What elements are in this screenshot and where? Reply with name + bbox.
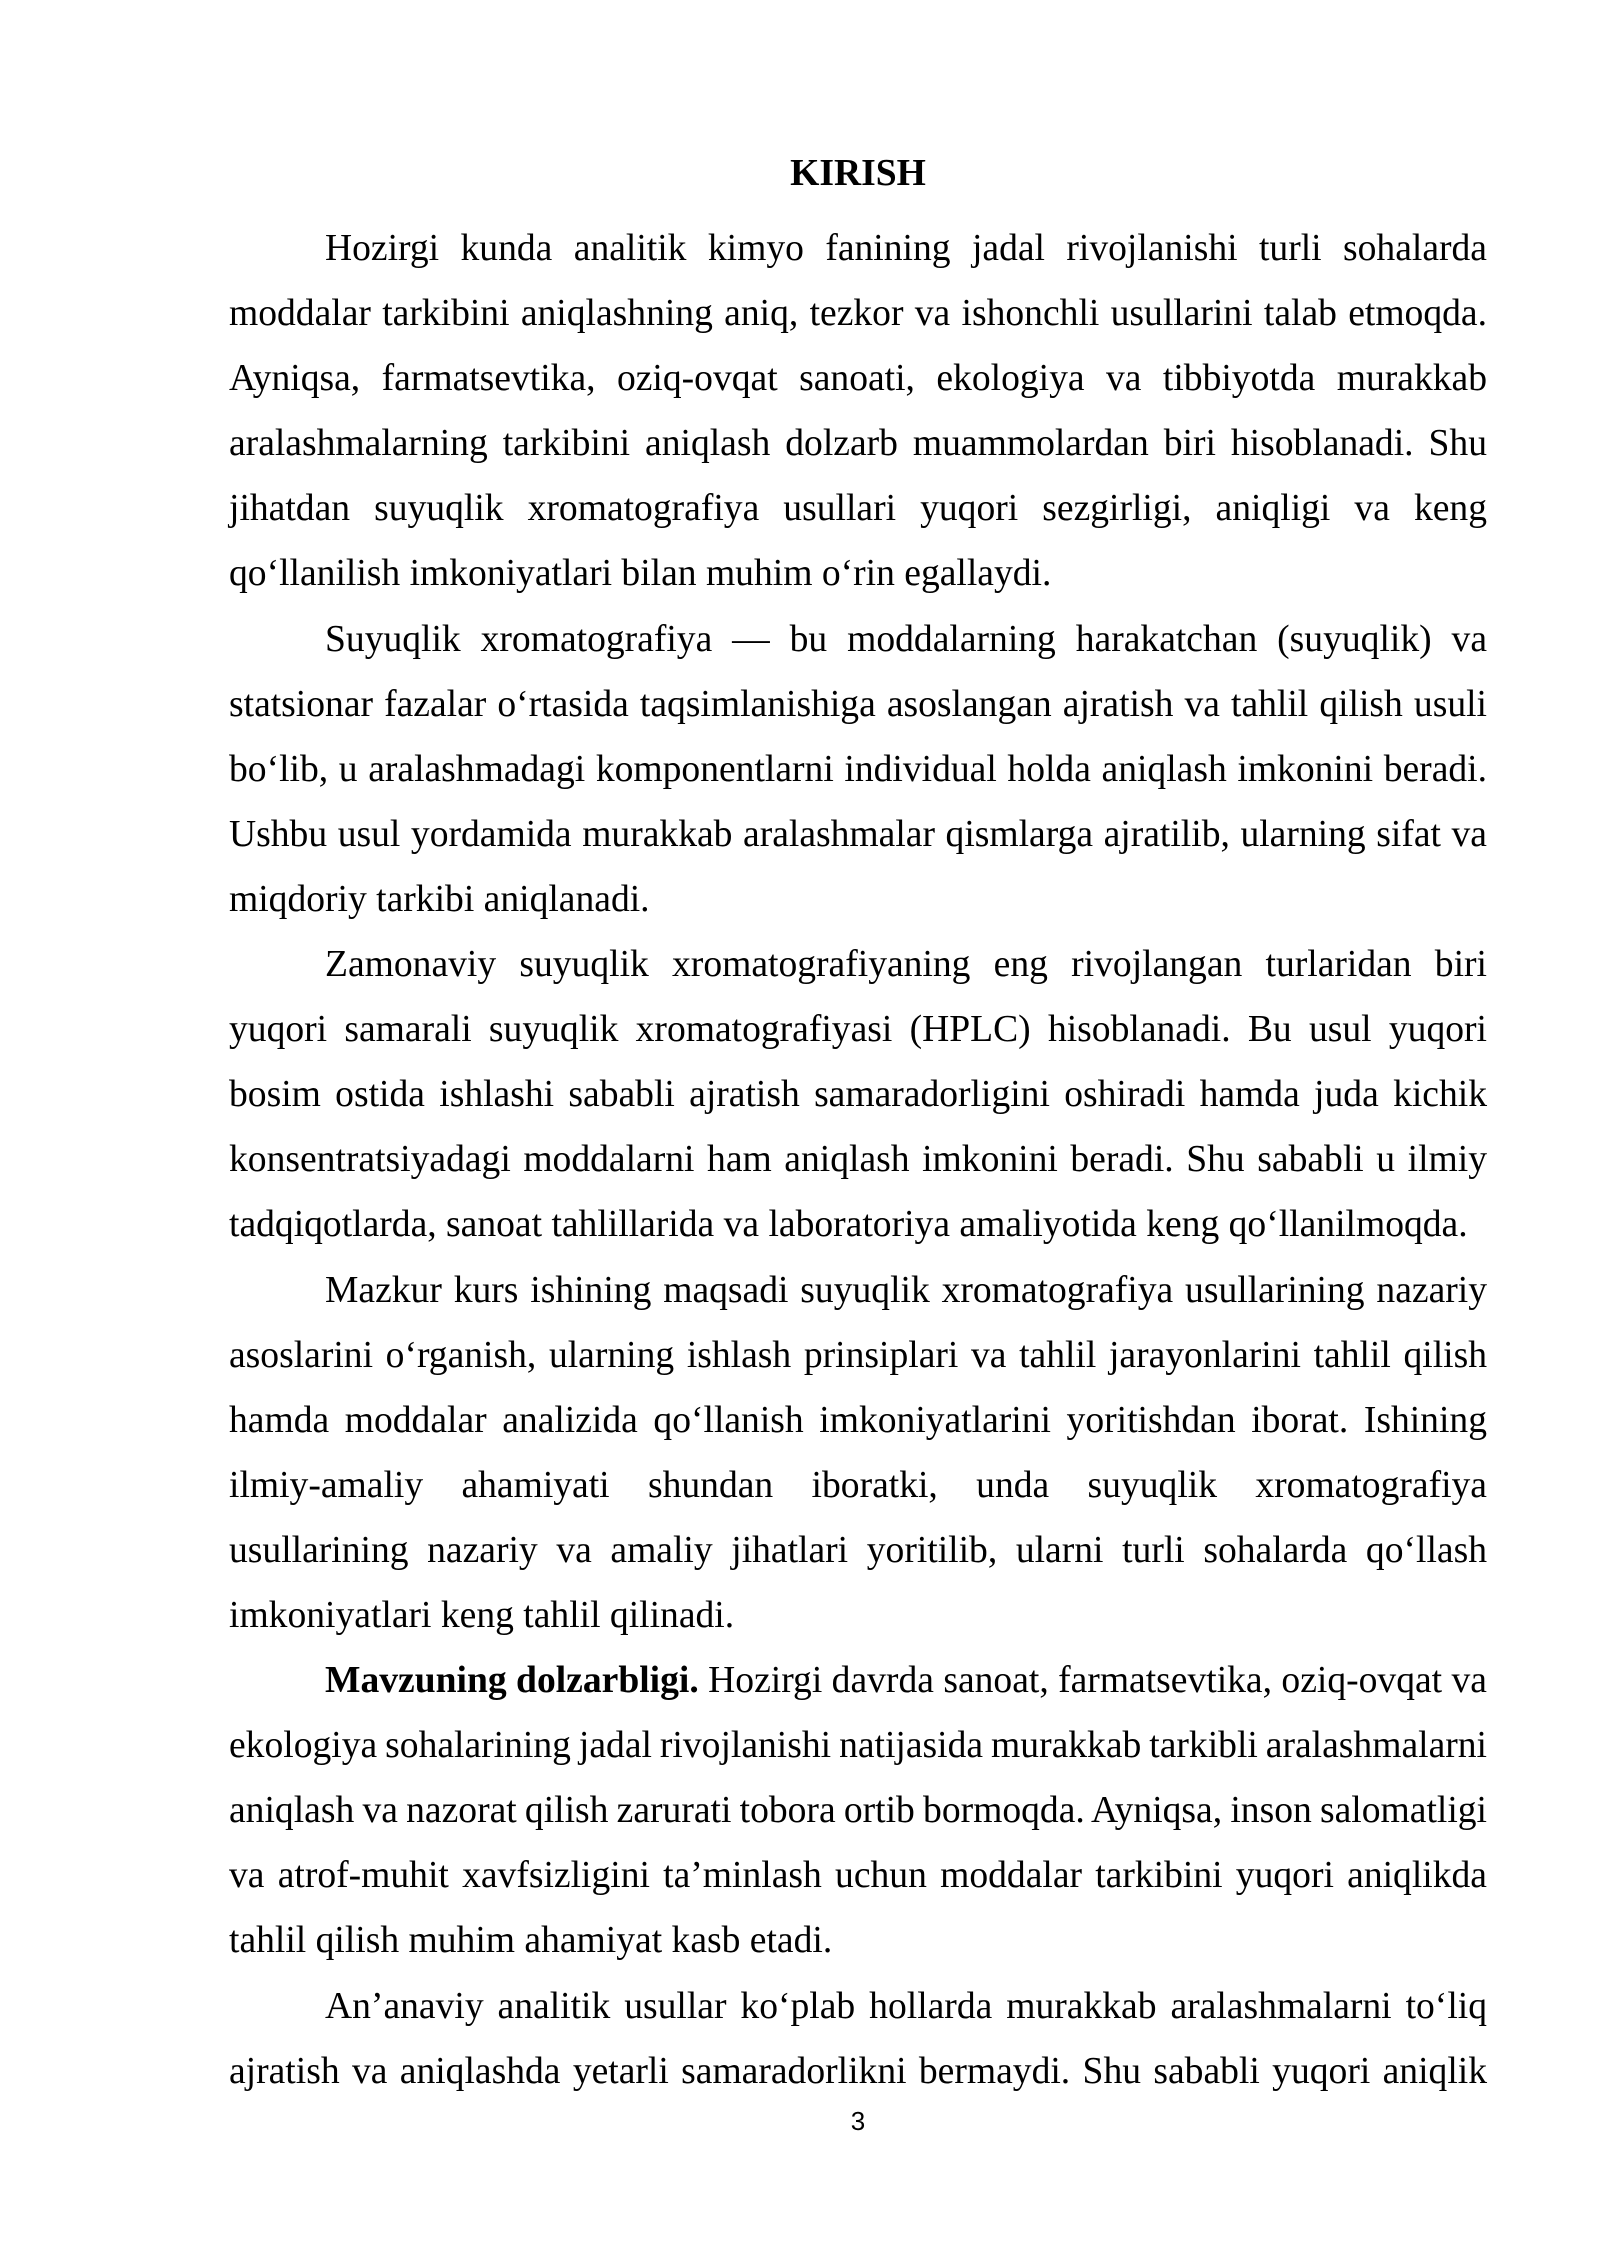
paragraph-line (229, 1258, 1487, 1323)
paragraph-line (229, 541, 1487, 606)
paragraph-line (229, 1388, 1487, 1453)
line-text: bo‘lib, u aralashmadagi komponentlarni individual holda aniqlash imkonini beradi. (229, 748, 1487, 790)
document-body (229, 216, 1487, 2104)
paragraph (229, 1974, 1487, 2104)
paragraph (229, 1648, 1487, 1973)
paragraph-line (229, 1583, 1487, 1648)
paragraph-line (229, 2039, 1487, 2104)
line-text: ajratish va aniqlashda yetarli samaradorlikni bermaydi. Shu sababli yuqori aniqlik (229, 2050, 1487, 2092)
paragraph (229, 1258, 1487, 1649)
line-text: imkoniyatlari keng tahlil qilinadi. (229, 1594, 735, 1636)
paragraph-line (229, 1648, 1487, 1713)
paragraph-line (229, 997, 1487, 1062)
line-text: usullarining nazariy va amaliy jihatlari yoritilib, ularni turli sohalarda qo‘llash (229, 1529, 1487, 1571)
paragraph-line (229, 1713, 1487, 1778)
page-number: 3 (850, 2106, 866, 2136)
line-text: jihatdan suyuqlik xromatografiya usullari yuqori sezgirligi, aniqligi va keng (229, 488, 1487, 530)
line-text: aralashmalarning tarkibini aniqlash dolzarb muammolardan biri hisoblanadi. Shu (229, 423, 1487, 465)
paragraph-line (229, 476, 1487, 541)
paragraph-line (229, 216, 1487, 281)
line-text: qo‘llanilish imkoniyatlari bilan muhim o‘rin egallaydi. (229, 553, 1052, 595)
paragraph-line (229, 1974, 1487, 2039)
line-text: Mazkur kurs ishining maqsadi suyuqlik xromatografiya usullarining nazariy (325, 1269, 1487, 1311)
line-text: An’anaviy analitik usullar ko‘plab hollarda murakkab aralashmalarni to‘liq (325, 1985, 1487, 2027)
section-title: KIRISH (790, 153, 926, 194)
line-text: konsentratsiyadagi moddalarni ham aniqlash imkonini beradi. Shu sababli u ilmiy (229, 1139, 1487, 1181)
line-text: statsionar fazalar o‘rtasida taqsimlanishiga asoslangan ajratish va tahlil qilish usuli (229, 683, 1487, 725)
paragraph-line (229, 737, 1487, 802)
paragraph-line (229, 802, 1487, 867)
paragraph (229, 932, 1487, 1257)
line-text: asoslarini o‘rganish, ularning ishlash prinsiplari va tahlil jarayonlarini tahlil qilish (229, 1334, 1487, 1376)
paragraph-line (229, 1778, 1487, 1843)
paragraph-line (229, 932, 1487, 997)
paragraph-line (229, 607, 1487, 672)
paragraph (229, 216, 1487, 607)
line-text (325, 1660, 1487, 1701)
paragraph (229, 607, 1487, 932)
paragraph-line (229, 1843, 1487, 1908)
line-text: moddalar tarkibini aniqlashning aniq, tezkor va ishonchli usullarini talab etmoqda. (229, 293, 1487, 335)
paragraph-line (229, 1127, 1487, 1192)
paragraph-line (229, 1453, 1487, 1518)
line-text: Ushbu usul yordamida murakkab aralashmalar qismlarga ajratilib, ularning sifat va (229, 813, 1487, 855)
bold-lead-text: Mavzuning dolzarbligi. (325, 1660, 699, 1702)
line-text: Suyuqlik xromatografiya — bu moddalarning harakatchan (suyuqlik) va (325, 618, 1487, 660)
paragraph-line (229, 1192, 1487, 1257)
line-text: Zamonaviy suyuqlik xromatografiyaning eng rivojlangan turlaridan biri (325, 944, 1487, 986)
paragraph-line (229, 672, 1487, 737)
line-text: yuqori samarali suyuqlik xromatografiyasi (HPLC) hisoblanadi. Bu usul yuqori (229, 1009, 1487, 1051)
paragraph-line (229, 867, 1487, 932)
paragraph-line (229, 411, 1487, 476)
line-text: Ayniqsa, farmatsevtika, oziq-ovqat sanoati, ekologiya va tibbiyotda murakkab (229, 358, 1487, 400)
paragraph-line (229, 1062, 1487, 1127)
line-text: Hozirgi kunda analitik kimyo fanining jadal rivojlanishi turli sohalarda (325, 228, 1487, 269)
paragraph-line (229, 1908, 1487, 1973)
line-text: ekologiya sohalarining jadal rivojlanishi natijasida murakkab tarkibli aralashmalarni (229, 1725, 1487, 1767)
line-text: bosim ostida ishlashi sababli ajratish samaradorligini oshiradi hamda juda kichik (229, 1074, 1487, 1116)
paragraph-line (229, 281, 1487, 346)
paragraph-line (229, 1518, 1487, 1583)
line-text-rest: Hozirgi davrda sanoat, farmatsevtika, oziq-ovqat va (708, 1660, 1487, 1702)
paragraph-line (229, 346, 1487, 411)
line-text: hamda moddalar analizida qo‘llanish imkoniyatlarini yoritishdan iborat. Ishining (229, 1399, 1487, 1441)
line-text: ilmiy-amaliy ahamiyati shundan iboratki, unda suyuqlik xromatografiya (229, 1464, 1487, 1506)
line-text: tadqiqotlarda, sanoat tahlillarida va laboratoriya amaliyotida keng qo‘llanilmoqda. (229, 1204, 1468, 1246)
line-text: tahlil qilish muhim ahamiyat kasb etadi. (229, 1920, 833, 1962)
paragraph-line (229, 1323, 1487, 1388)
line-text: aniqlash va nazorat qilish zarurati tobora ortib bormoqda. Ayniqsa, inson salomatligi (229, 1790, 1487, 1832)
line-text: va atrof-muhit xavfsizligini ta’minlash uchun moddalar tarkibini yuqori aniqlikda (229, 1855, 1487, 1897)
line-text: miqdoriy tarkibi aniqlanadi. (229, 878, 650, 920)
